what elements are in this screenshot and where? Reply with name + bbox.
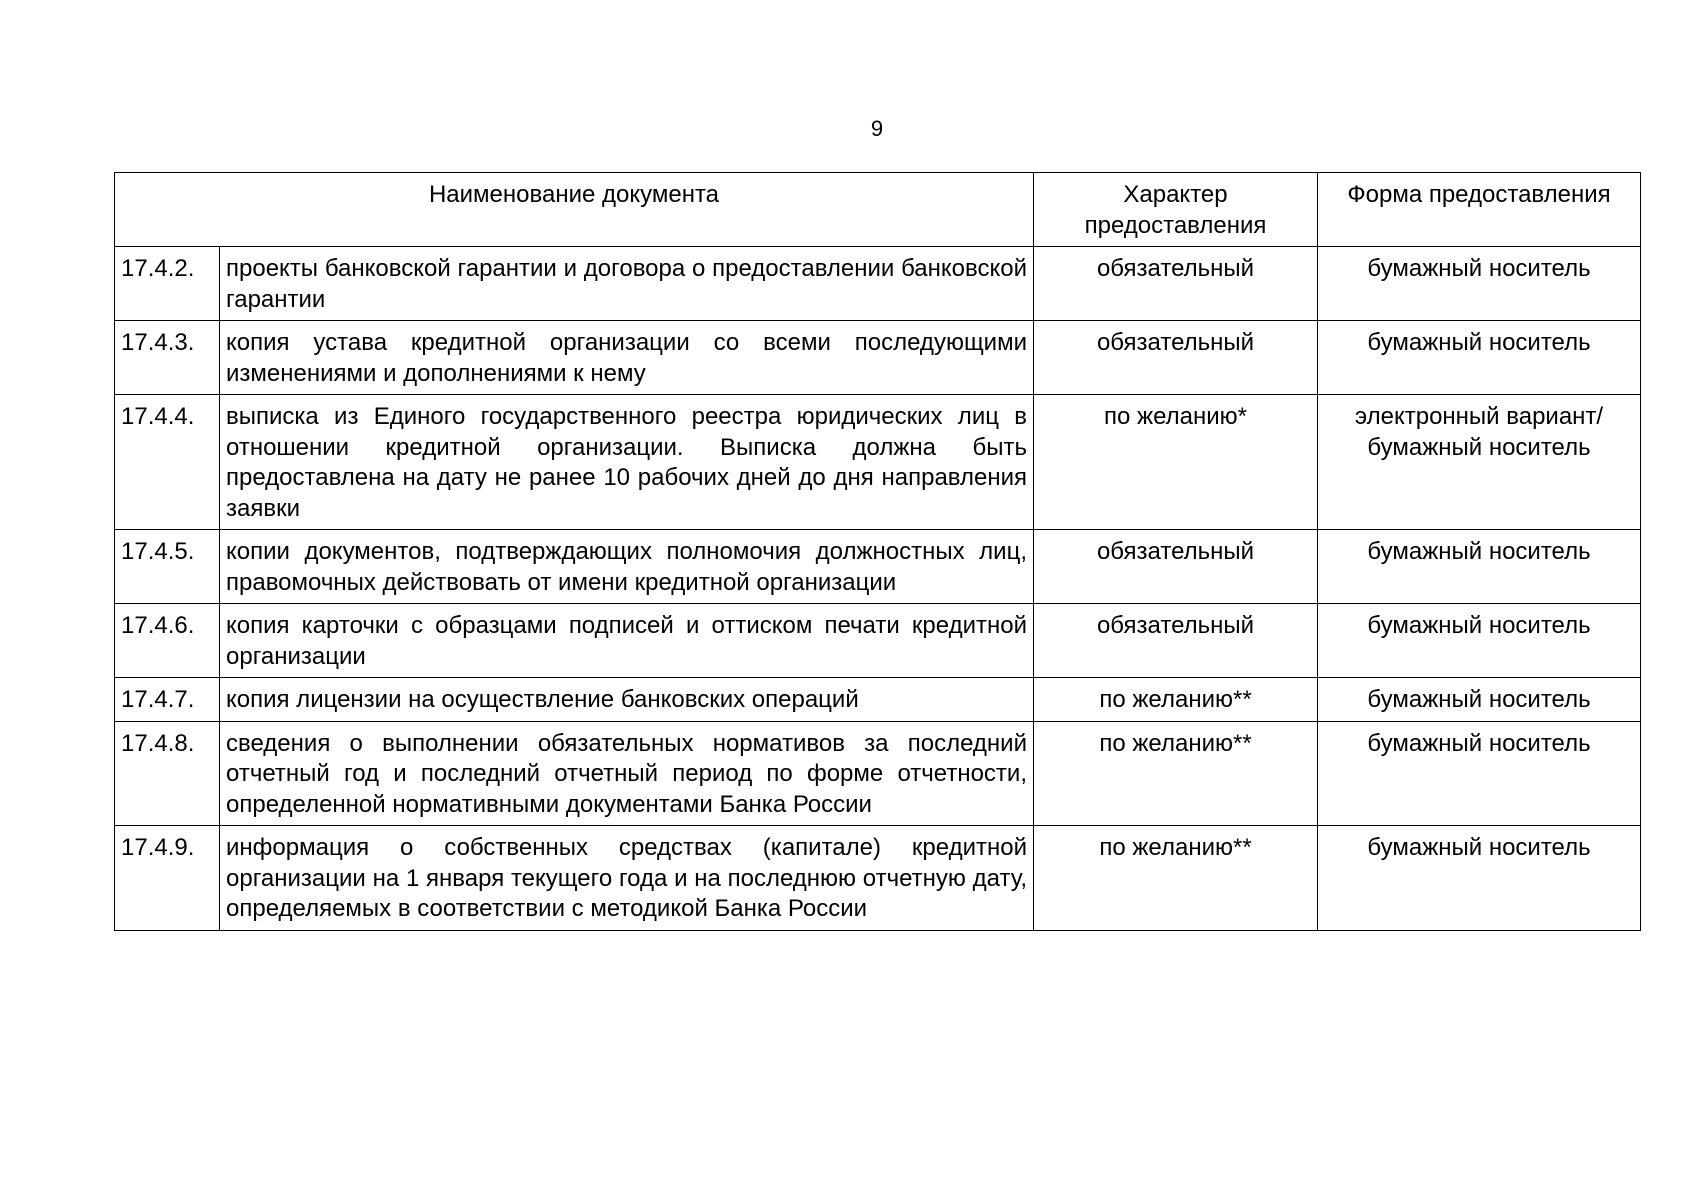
row-character: по желанию** (1034, 678, 1318, 722)
row-character: по желанию** (1034, 721, 1318, 826)
row-form: бумажный носитель (1318, 530, 1641, 604)
row-form: бумажный носитель (1318, 678, 1641, 722)
table-row (115, 530, 1641, 604)
table-row (115, 604, 1641, 678)
row-document-name: сведения о выполнении обязательных нормативов за последний отчетный год и последний отчетный период по форме отчетности, определенной нормативными документами Банка России (220, 721, 1034, 826)
table-row (115, 721, 1641, 826)
row-number: 17.4.9. (115, 826, 220, 931)
row-document-name: выписка из Единого государственного реестра юридических лиц в отношении кредитной организации. Выписка должна быть предоставлена на дату не ранее 10 рабочих дней до дня направления заявки (220, 395, 1034, 530)
row-document-name: копия карточки с образцами подписей и оттиском печати кредитной организации (220, 604, 1034, 678)
row-number: 17.4.2. (115, 247, 220, 321)
row-form: бумажный носитель (1318, 826, 1641, 931)
row-number: 17.4.6. (115, 604, 220, 678)
row-document-name: копия лицензии на осуществление банковских операций (220, 678, 1034, 722)
documents-table (114, 172, 1641, 931)
row-document-name: информация о собственных средствах (капитале) кредитной организации на 1 января текущего года и на последнюю отчетную дату, определяемых в соответствии с методикой Банка России (220, 826, 1034, 931)
row-form: электронный вариант/ бумажный носитель (1318, 395, 1641, 530)
row-document-name: копия устава кредитной организации со всеми последующими изменениями и дополнениями к нему (220, 321, 1034, 395)
table-row (115, 826, 1641, 931)
row-form: бумажный носитель (1318, 721, 1641, 826)
row-character: обязательный (1034, 530, 1318, 604)
header-form: Форма предоставления (1318, 173, 1641, 247)
header-document-name: Наименование документа (115, 173, 1034, 247)
row-number: 17.4.5. (115, 530, 220, 604)
table-row (115, 247, 1641, 321)
row-form: бумажный носитель (1318, 604, 1641, 678)
row-document-name: проекты банковской гарантии и договора о предоставлении банковской гарантии (220, 247, 1034, 321)
row-character: по желанию* (1034, 395, 1318, 530)
row-character: по желанию** (1034, 826, 1318, 931)
row-character: обязательный (1034, 604, 1318, 678)
row-form: бумажный носитель (1318, 247, 1641, 321)
row-number: 17.4.3. (115, 321, 220, 395)
row-number: 17.4.4. (115, 395, 220, 530)
table-row (115, 678, 1641, 722)
row-character: обязательный (1034, 321, 1318, 395)
row-character: обязательный (1034, 247, 1318, 321)
row-form: бумажный носитель (1318, 321, 1641, 395)
table-row (115, 321, 1641, 395)
row-number: 17.4.8. (115, 721, 220, 826)
table-header-row (115, 173, 1641, 247)
header-character: Характер предоставления (1034, 173, 1318, 247)
page-number: 9 (870, 116, 884, 141)
table-row (115, 395, 1641, 530)
row-number: 17.4.7. (115, 678, 220, 722)
row-document-name: копии документов, подтверждающих полномочия должностных лиц, правомочных действовать от имени кредитной организации (220, 530, 1034, 604)
